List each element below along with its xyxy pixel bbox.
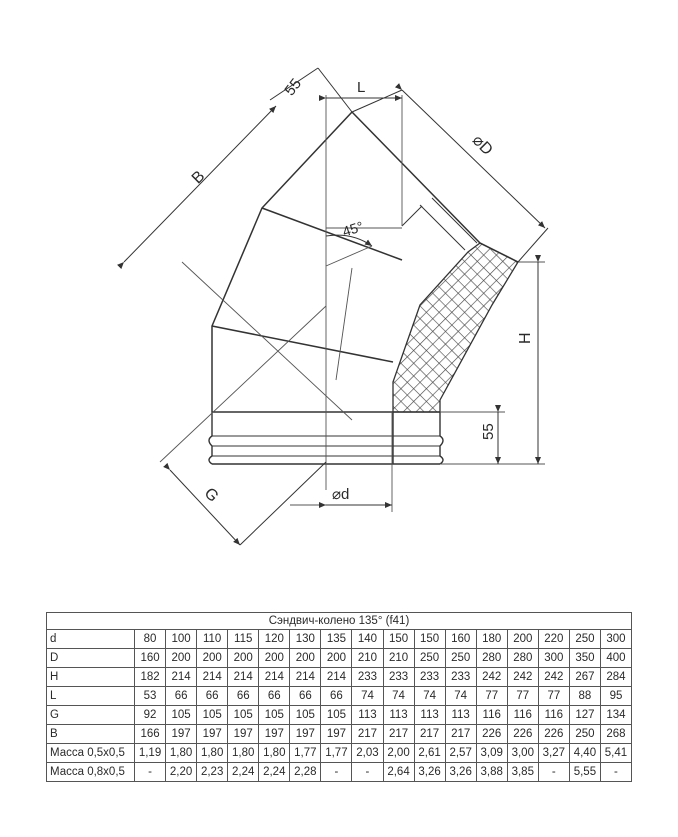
table-cell: 217 [383,725,414,744]
table-cell: 214 [290,668,321,687]
table-cell: 214 [228,668,259,687]
table-cell: 3,26 [414,763,445,782]
table-cell: 105 [166,706,197,725]
table-cell: 280 [507,649,538,668]
table-row [47,763,632,782]
table-cell: 300 [600,630,631,649]
table-cell: 200 [259,649,290,668]
table-cell: 2,23 [197,763,228,782]
table-cell: 2,00 [383,744,414,763]
table-cell: 3,85 [507,763,538,782]
spec-table [46,612,632,782]
table-cell: 217 [352,725,383,744]
table-cell: 217 [445,725,476,744]
dim-G: G [200,484,222,506]
table-cell: 2,28 [290,763,321,782]
table-cell: 88 [569,687,600,706]
table-cell: 1,80 [197,744,228,763]
table-cell: 105 [321,706,352,725]
table-cell: 77 [476,687,507,706]
table-cell: - [321,763,352,782]
table-cell: 3,88 [476,763,507,782]
table-cell: 66 [228,687,259,706]
table-cell: 214 [321,668,352,687]
table-cell: 1,19 [135,744,166,763]
table-cell: 3,26 [445,763,476,782]
table-cell: 150 [383,630,414,649]
table-cell: 66 [259,687,290,706]
dim-top-55: 55 [281,75,306,100]
table-cell: 280 [476,649,507,668]
table-cell: 113 [445,706,476,725]
table-cell: 2,61 [414,744,445,763]
table-cell: 105 [228,706,259,725]
table-cell: 182 [135,668,166,687]
table-cell: 197 [197,725,228,744]
table-cell: 1,80 [228,744,259,763]
table-cell: 197 [166,725,197,744]
table-cell: 92 [135,706,166,725]
table-row [47,668,632,687]
table-row [47,725,632,744]
row-label: B [47,725,135,744]
table-cell: 300 [538,649,569,668]
table-cell: 5,41 [600,744,631,763]
table-cell: 200 [507,630,538,649]
dim-angle-45: 45° [340,217,366,240]
dim-L: L [357,79,366,96]
table-cell: 2,24 [259,763,290,782]
table-cell: 214 [197,668,228,687]
table-cell: 250 [445,649,476,668]
table-cell: 2,24 [228,763,259,782]
table-cell: 242 [507,668,538,687]
table-cell: 250 [569,725,600,744]
table-cell: 77 [538,687,569,706]
table-cell: 140 [352,630,383,649]
table-cell: 242 [538,668,569,687]
table-cell: 233 [445,668,476,687]
table-cell: 105 [290,706,321,725]
table-cell: 2,57 [445,744,476,763]
table-cell: 226 [476,725,507,744]
table-row [47,649,632,668]
row-label: Масса 0,5х0,5 [47,744,135,763]
table-cell: 66 [321,687,352,706]
table-cell: 2,03 [352,744,383,763]
row-label: H [47,668,135,687]
table-row [47,687,632,706]
table-cell: 166 [135,725,166,744]
table-cell: 197 [259,725,290,744]
table-cell: 74 [352,687,383,706]
table-cell: 267 [569,668,600,687]
row-label: Масса 0,8х0,5 [47,763,135,782]
dim-phi-D: ⌀D [468,131,496,159]
table-cell: 77 [507,687,538,706]
table-cell: 53 [135,687,166,706]
table-cell: 200 [228,649,259,668]
table-cell: 134 [600,706,631,725]
table-cell: 150 [414,630,445,649]
table-cell: 110 [197,630,228,649]
table-cell: 116 [538,706,569,725]
table-cell: 242 [476,668,507,687]
table-cell: 66 [197,687,228,706]
table-cell: 113 [352,706,383,725]
table-cell: 226 [507,725,538,744]
dim-H: H [517,332,534,344]
table-cell: 180 [476,630,507,649]
table-cell: 1,77 [321,744,352,763]
table-cell: 105 [259,706,290,725]
table-cell: 116 [476,706,507,725]
row-label: L [47,687,135,706]
table-cell: 200 [166,649,197,668]
table-cell: 217 [414,725,445,744]
table-cell: 2,20 [166,763,197,782]
table-cell: 130 [290,630,321,649]
table-cell: 135 [321,630,352,649]
table-cell: - [538,763,569,782]
table-cell: 100 [166,630,197,649]
dim-phi-d: ⌀d [332,486,350,503]
table-cell: 74 [445,687,476,706]
dim-bottom-55: 55 [480,423,497,440]
row-label: G [47,706,135,725]
table-title: Сэндвич-колено 135° (f41) [47,613,632,630]
table-cell: 105 [197,706,228,725]
table-cell: 127 [569,706,600,725]
table-cell: 3,09 [476,744,507,763]
table-cell: 74 [414,687,445,706]
table-cell: 95 [600,687,631,706]
table-cell: 200 [197,649,228,668]
table-cell: 197 [290,725,321,744]
table-cell: 210 [352,649,383,668]
table-cell: 197 [228,725,259,744]
table-cell: 233 [383,668,414,687]
table-cell: 220 [538,630,569,649]
table-cell: 160 [445,630,476,649]
table-cell: 4,40 [569,744,600,763]
table-cell: 80 [135,630,166,649]
row-label: d [47,630,135,649]
table-cell: 115 [228,630,259,649]
table-cell: 3,00 [507,744,538,763]
table-cell: 1,80 [166,744,197,763]
dim-B: B [188,167,209,188]
table-cell: 1,80 [259,744,290,763]
table-cell: 350 [569,649,600,668]
table-cell: - [600,763,631,782]
table-cell: 200 [321,649,352,668]
table-cell: 210 [383,649,414,668]
table-cell: 197 [321,725,352,744]
table-cell: 226 [538,725,569,744]
table-cell: 214 [259,668,290,687]
table-cell: 214 [166,668,197,687]
table-cell: 2,64 [383,763,414,782]
table-cell: 116 [507,706,538,725]
table-row [47,744,632,763]
table-cell: 233 [414,668,445,687]
table-cell: 120 [259,630,290,649]
table-cell: 113 [414,706,445,725]
table-cell: - [135,763,166,782]
table-cell: 233 [352,668,383,687]
table-cell: 250 [569,630,600,649]
table-row [47,630,632,649]
table-cell: 3,27 [538,744,569,763]
table-cell: 200 [290,649,321,668]
table-cell: 66 [166,687,197,706]
table-cell: 66 [290,687,321,706]
table-cell: 250 [414,649,445,668]
table-cell: 160 [135,649,166,668]
table-cell: 400 [600,649,631,668]
table-cell: 5,55 [569,763,600,782]
table-cell: - [352,763,383,782]
table-cell: 113 [383,706,414,725]
table-row [47,706,632,725]
table-cell: 1,77 [290,744,321,763]
table-cell: 74 [383,687,414,706]
table-cell: 284 [600,668,631,687]
row-label: D [47,649,135,668]
table-cell: 268 [600,725,631,744]
insulation-section [393,243,518,412]
